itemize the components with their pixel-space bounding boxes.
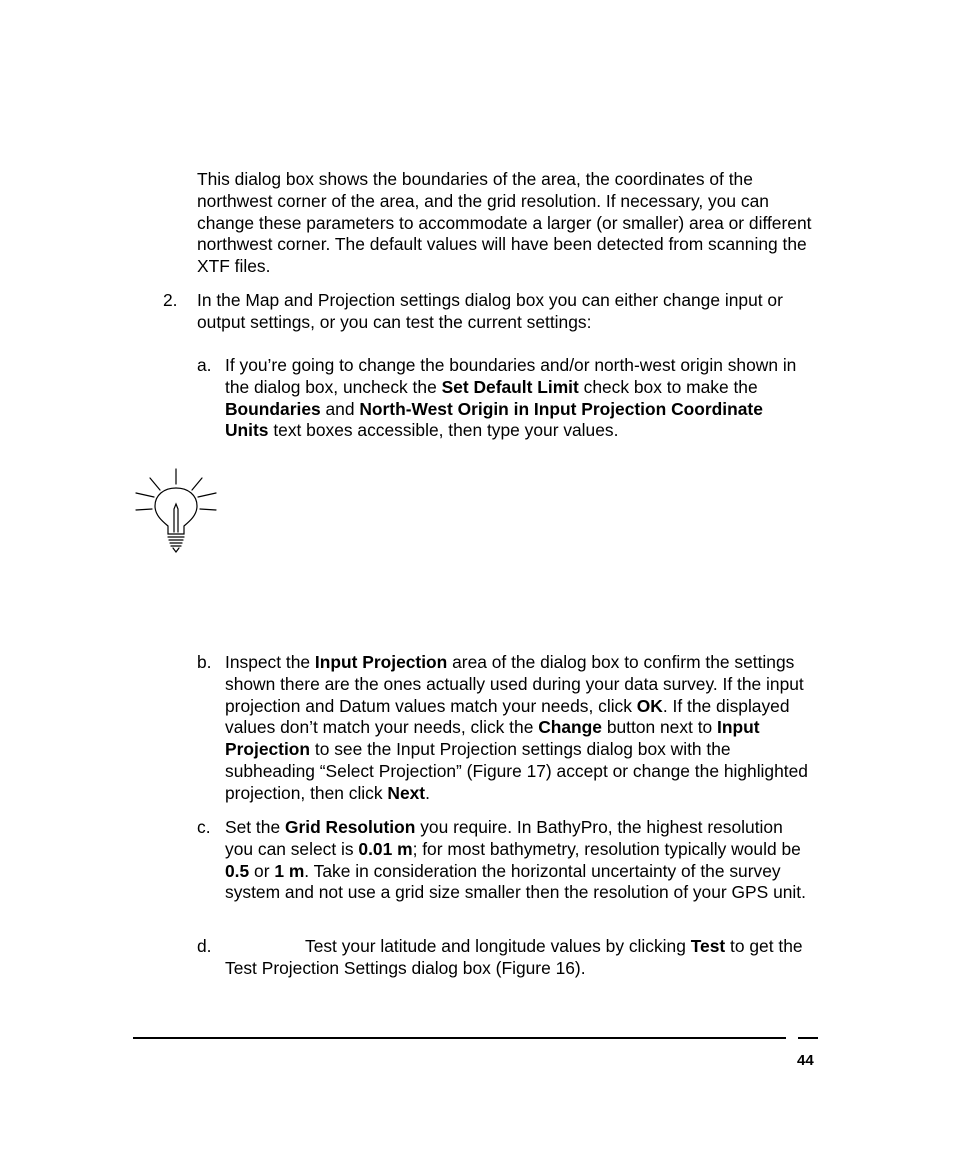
bold-term: Change xyxy=(538,717,602,738)
text-run: or xyxy=(249,860,275,881)
list-item-a xyxy=(225,355,805,442)
bold-term: 1 m xyxy=(274,860,305,881)
text-run: Set the xyxy=(225,817,285,837)
text-run: . Take in consideration the horizontal uncertainty of the survey system and not use a grid size smaller then the resolution of your GPS unit. xyxy=(225,860,806,903)
bold-term: 0.01 m xyxy=(358,838,413,859)
text-run: . xyxy=(425,782,430,803)
bold-term: 0.5 xyxy=(225,860,250,881)
list-item-d xyxy=(225,936,805,980)
text-run: check box to make the xyxy=(578,376,758,397)
bold-term: OK xyxy=(636,695,663,716)
list-item-b xyxy=(225,652,819,805)
bold-term: Test xyxy=(690,936,726,956)
text-run: . If the displayed values don’t match your needs, click the xyxy=(225,695,790,738)
text-run: button next to xyxy=(601,717,718,738)
lightbulb-icon xyxy=(132,466,222,558)
text-run: to see the Input Projection settings dialog box with the subheading “Select Projection” (Figure 17) accept or change the highlighted projection, then click xyxy=(225,739,808,803)
bold-term: Boundaries xyxy=(225,398,321,419)
page-number: 44 xyxy=(797,1052,814,1069)
text-run: Test your latitude and longitude values by clicking xyxy=(305,936,691,956)
list-marker-a: a. xyxy=(197,355,212,375)
list-marker-b: b. xyxy=(197,652,212,672)
list-item-c xyxy=(225,817,807,904)
footer-rule xyxy=(133,1037,786,1039)
intro-paragraph: This dialog box shows the boundaries of the area, the coordinates of the northwest corner of the area, and the grid resolution. If necessary, you can change these parameters to accommodate a larger (or smaller) area or different northwest corner. The default values will have been detected from scanning the XTF files. xyxy=(197,169,812,277)
bold-term: North-West Origin in Input Projection Coordinate Units xyxy=(225,398,763,441)
text-run: Inspect the xyxy=(225,652,315,672)
bold-term: Set Default Limit xyxy=(441,376,579,397)
text-run: If you’re going to change the boundaries and/or north-west origin shown in the dialog box, uncheck the xyxy=(225,355,797,397)
text-run: area of the dialog box to confirm the settings shown there are the ones actually used during your data survey. If the input projection and Datum values match your needs, click xyxy=(225,652,804,716)
page-number-rule xyxy=(798,1037,818,1039)
text-run: and xyxy=(320,398,360,419)
step-2-text: In the Map and Projection settings dialog box you can either change input or output settings, or you can test the current settings: xyxy=(197,290,783,332)
text-run: text boxes accessible, then type your values. xyxy=(268,420,619,441)
bold-term: Grid Resolution xyxy=(284,817,416,837)
bold-term: Input Projection xyxy=(314,652,448,672)
step-number: 2. xyxy=(163,290,178,310)
text-run: you require. In BathyPro, the highest resolution you can select is xyxy=(225,817,783,859)
text-run: ; for most bathymetry, resolution typically would be xyxy=(412,838,801,859)
bold-term: Next xyxy=(387,782,426,803)
list-marker-c: c. xyxy=(197,817,211,837)
text-run: to get the Test Projection Settings dialog box (Figure 16). xyxy=(225,936,803,978)
bold-term: Input Projection xyxy=(225,717,760,760)
list-marker-d: d. xyxy=(197,936,212,956)
